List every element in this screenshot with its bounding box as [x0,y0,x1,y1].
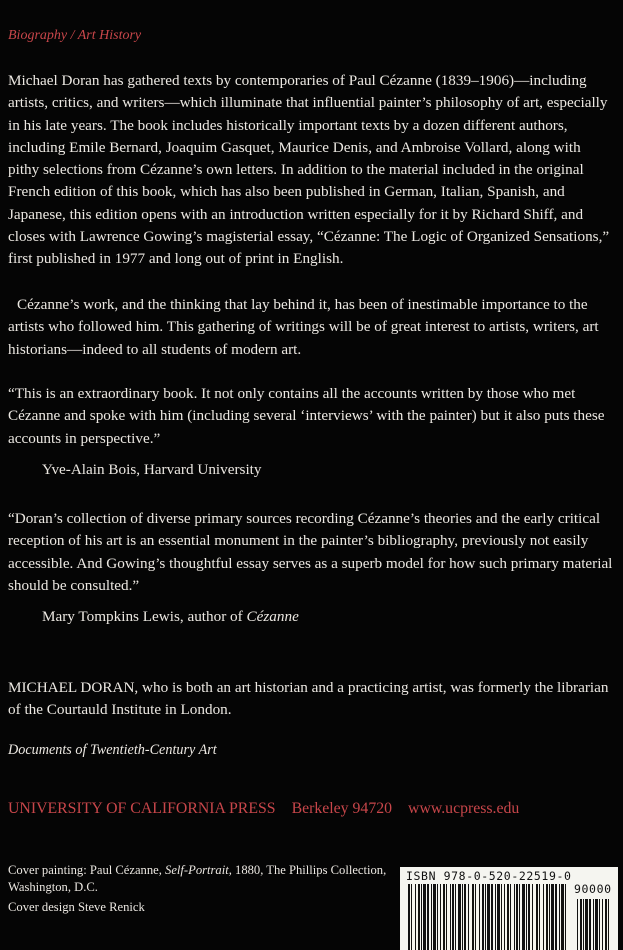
painting-credit-prefix: Cover painting: Paul Cézanne, [8,863,166,877]
barcode-addon-bar [599,899,600,950]
barcode-addon-bar [580,899,582,950]
barcode-bar [514,884,515,950]
publisher-url: www.ucpress.edu [408,800,520,817]
barcode-bar [472,884,474,950]
barcode-bar [555,884,557,950]
barcode-bar [418,884,420,950]
author-bio [8,677,613,722]
barcode-bar [551,884,554,950]
description-paragraph-1: Michael Doran has gathered texts by contemporaries of Paul Cézanne (1839–1906)—including artists, critics, and writers—which illuminate that influential painter’s philosophy of art, especially in his late years. The book includes historically important texts by a dozen different authors, including Emile Bernard, Joaquim Gasquet, Maurice Denis, and Ambroise Vollard, along with pithy selections from Cézanne’s own letters. In addition to the material included in the original French edition of this book, which has also been published in German, Italian, Spanish, and Japanese, this edition opens with an introduction written especially for it by Richard Shiff, and closes with Lawrence Gowing’s magisterial essay, “Cézanne: The Logic of Organized Sensations,” first published in 1977 and long out of print in English. [8,72,610,268]
barcode-addon-bar [605,899,607,950]
barcode-bar [528,884,530,950]
barcode-bar [495,884,496,950]
barcode-addon-bar [585,899,588,950]
barcode-bar [549,884,550,950]
description-paragraph-2: Cézanne’s work, and the thinking that lay behind it, has been of inestimable importance to the artists who followed him. This gathering of writings will be of great interest to artists, writers, art historians—indeed to all students of modern art. [8,296,599,358]
author-name: MICHAEL DORAN [8,679,135,696]
barcode-bar [423,884,426,950]
barcode-bar [468,884,469,950]
barcode-bar [415,884,416,950]
barcode-bar [522,884,525,950]
barcode-bar [446,884,447,950]
barcode-bar [464,884,466,950]
isbn-number: ISBN 978-0-520-22519-0 [406,869,572,883]
barcode-bar [411,884,412,950]
barcode-addon-bar [602,899,603,950]
barcode-bar [450,884,451,950]
category-label: Biography / Art History [8,28,142,43]
blurb-attribution-2 [42,608,299,626]
barcode-bar [458,884,461,950]
barcode-bar [507,884,509,950]
barcode-bar [526,884,527,950]
isbn-barcode [400,867,618,950]
barcode-addon-bar [608,899,609,950]
attribution-book-title: Cézanne [246,608,299,625]
barcode-bar [475,884,476,950]
barcode-bar [440,884,441,950]
barcode-bar [433,884,436,950]
barcode-bars [400,867,618,950]
barcode-bar [421,884,422,950]
barcode-bar [431,884,432,950]
barcode-bar [519,884,520,950]
barcode-bar [462,884,463,950]
barcode-bar [559,884,560,950]
barcode-addon-bar [583,899,584,950]
painting-credit-suffix: , 1880, The Phillips Collection, Washington, D.C. [8,863,387,894]
barcode-bar [437,884,438,950]
barcode-bar [510,884,511,950]
barcode-bar [427,884,429,950]
price-code: 90000 [574,882,612,896]
barcode-bar [443,884,445,950]
barcode-bar [546,884,548,950]
cover-credits [8,862,393,916]
barcode-addon-bar [589,899,591,950]
barcode-bar [539,884,540,950]
blurb-quote-2: “Doran’s collection of diverse primary sources recording Cézanne’s theories and the early critical reception of his art is an essential monument in the painter’s bibliography, previously not easily accessible. And Gowing’s thoughtful essay serves as a superb model for how such primary material should be consulted.” [8,510,613,594]
publisher-city: Berkeley 94720 [291,800,393,817]
barcode-bar [408,884,410,950]
blurb-quote-1: “This is an extraordinary book. It not only contains all the accounts written by those who met Cézanne and spoke with him (including several ‘interviews’ with the painter) but it also puts these accounts in perspective.” [8,385,605,447]
barcode-bar [455,884,456,950]
barcode-bar [491,884,493,950]
barcode-addon-bar [595,899,598,950]
barcode-addon-bar [577,899,578,950]
barcode-bar [485,884,486,950]
barcode-bar [561,884,564,950]
barcode-bar [497,884,500,950]
blurb-attribution-1: Yve-Alain Bois, Harvard University [42,461,262,478]
barcode-bar [536,884,538,950]
barcode-bar [516,884,518,950]
barcode-bar [543,884,544,950]
barcode-addon-bar [593,899,594,950]
barcode-bar [479,884,480,950]
publisher-line [8,800,519,818]
barcode-bar [452,884,454,950]
series-title: Documents of Twentieth-Century Art [8,742,217,758]
barcode-bar [482,884,484,950]
author-bio-text: , who is both an art historian and a practicing artist, was formerly the librarian of the Courtauld Institute in London. [8,679,609,719]
barcode-bar [487,884,490,950]
cover-design-credit: Cover design Steve Renick [8,900,145,914]
cover-painting-credit [8,862,393,896]
barcode-bar [532,884,533,950]
barcode-bar [504,884,505,950]
barcode-bar [501,884,502,950]
attribution-prefix: Mary Tompkins Lewis, author of [42,608,247,625]
publisher-name: UNIVERSITY OF CALIFORNIA PRESS [8,800,276,817]
painting-title: Self-Portrait [165,863,229,877]
barcode-bar [565,884,566,950]
